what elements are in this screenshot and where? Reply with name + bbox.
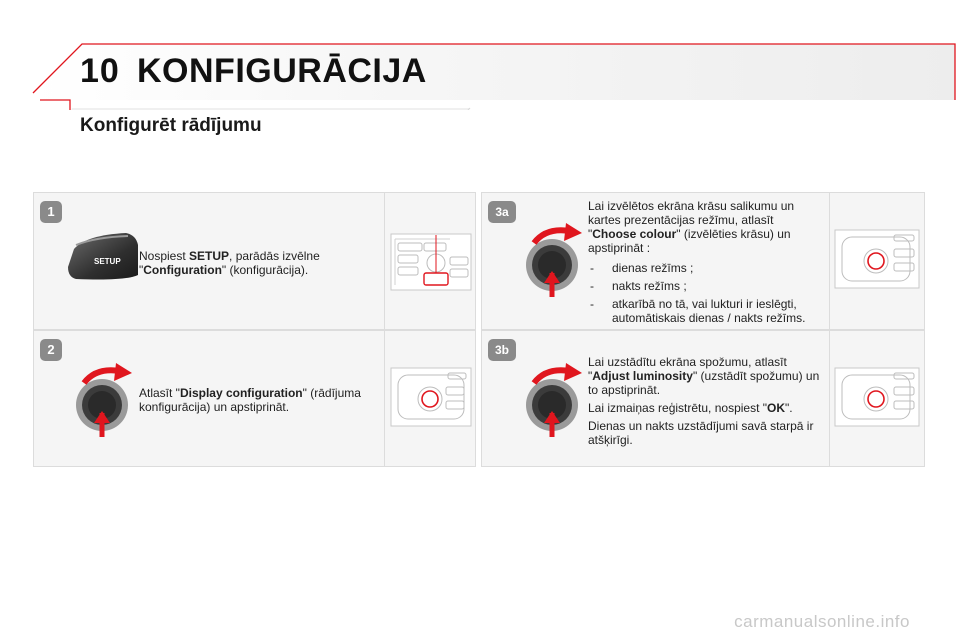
step-badge: 2	[40, 339, 62, 361]
step-3b-text: Lai uzstādītu ekrāna spožumu, atlasīt "Adjust luminosity" (uzstādīt spožumu) un to apstiprināt. Lai izmaiņas reģistrētu, nospiest "OK". Dienas un nakts uzstādījumi savā starpā ir atšķirīgi.	[588, 355, 820, 447]
colour-mode-list	[588, 261, 820, 325]
setup-button-label: SETUP	[94, 257, 121, 266]
display-configuration-term: Display configuration	[179, 386, 303, 400]
step-2-text: Atlasīt "Display configuration" (rādījuma konfigurācija) un apstiprināt.	[139, 386, 361, 414]
list-item: - atkarībā no tā, vai lukturi ir ieslēgti, automātiskais dienas / nakts režīms.	[588, 297, 820, 325]
control-panel-icon	[834, 367, 920, 427]
choose-colour-term: Choose colour	[592, 227, 677, 241]
control-panel-icon	[390, 233, 472, 291]
list-item: - dienas režīms ;	[588, 261, 820, 275]
day-night-note: Dienas un nakts uzstādījumi savā starpā ir atšķirīgi.	[588, 419, 814, 447]
step-3b-panel	[481, 330, 925, 467]
step-badge: 3b	[488, 339, 516, 361]
control-panel-icon	[834, 229, 920, 289]
rotary-knob-icon	[522, 361, 590, 443]
chapter-number: 10	[80, 52, 120, 90]
ok-key: OK	[767, 401, 786, 415]
adjust-luminosity-term: Adjust luminosity	[592, 369, 693, 383]
section-title: Konfigurēt rādījumu	[80, 115, 262, 136]
watermark: carmanualsonline.info	[734, 612, 910, 631]
setup-key: SETUP	[189, 249, 230, 263]
setup-button-icon	[66, 231, 140, 281]
step-badge: 3a	[488, 201, 516, 223]
configuration-term: Configuration	[143, 263, 222, 277]
control-panel-icon	[390, 367, 472, 427]
chapter-title: KONFIGURĀCIJA	[137, 52, 427, 90]
step-3a-panel	[481, 192, 925, 330]
step-2-panel	[33, 330, 476, 467]
rotary-knob-icon	[72, 361, 140, 443]
step-1-panel	[33, 192, 476, 330]
step-3a-text: Lai izvēlētos ekrāna krāsu salikumu un kartes prezentācijas režīmu, atlasīt "Choose colour" (izvēlēties krāsu) un apstiprināt : - dienas režīms ; - nakts režīms ; - atkarībā no tā, vai lukturi ir ieslēgti, automātiskais dienas / nakts režīms.	[588, 199, 820, 329]
step-badge: 1	[40, 201, 62, 223]
list-item: - nakts režīms ;	[588, 279, 820, 293]
rotary-knob-icon	[522, 221, 590, 303]
step-1-text: Nospiest SETUP, parādās izvēlne "Configuration" (konfigurācija).	[139, 249, 320, 277]
